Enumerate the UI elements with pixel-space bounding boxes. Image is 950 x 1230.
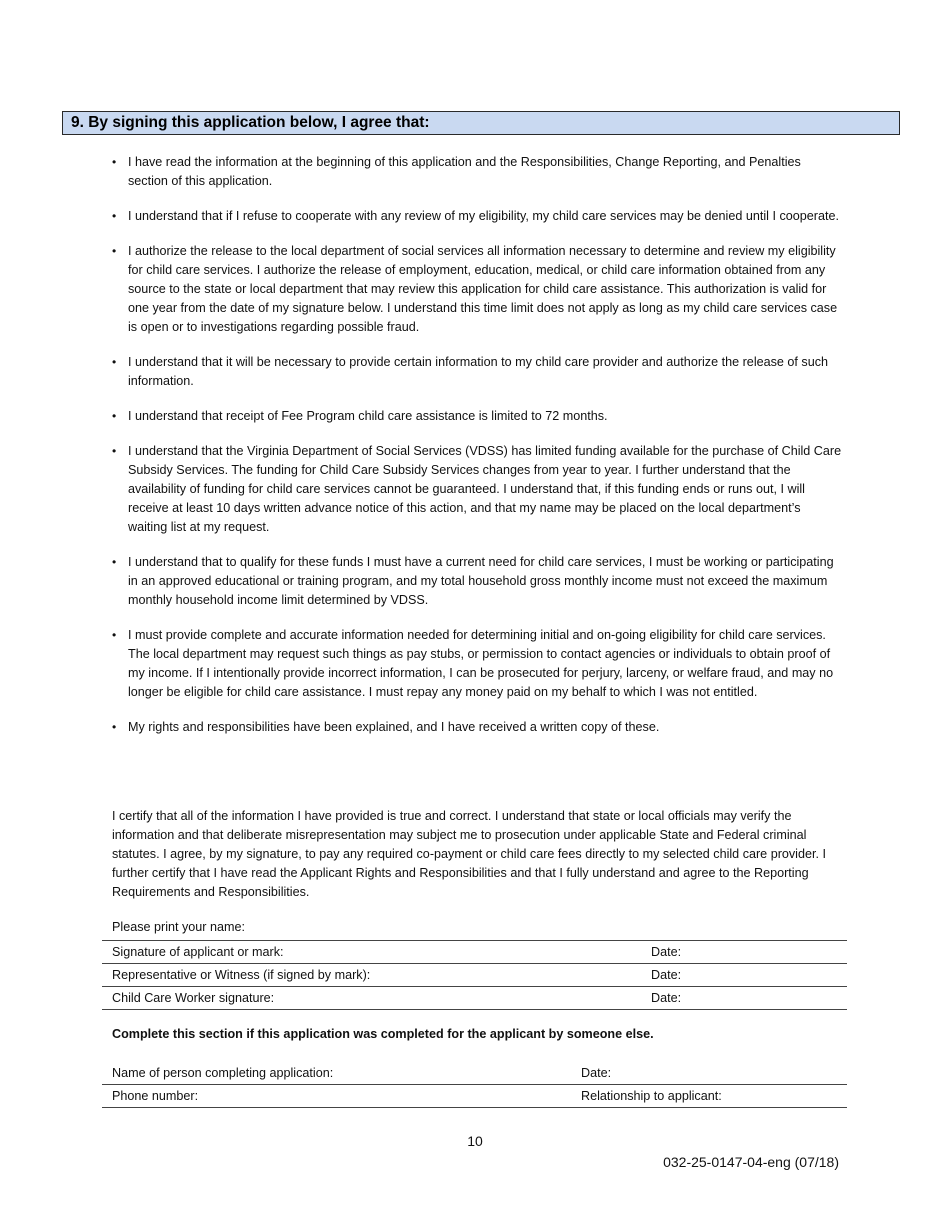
relationship-label: Relationship to applicant: — [581, 1089, 722, 1103]
bullet-icon: • — [112, 555, 117, 569]
signature-row-witness[interactable] — [102, 963, 847, 986]
bullet-icon: • — [112, 155, 117, 169]
agreement-item — [112, 207, 842, 226]
agreement-text: I understand that receipt of Fee Program child care assistance is limited to 72 months. — [128, 409, 608, 423]
page-number: 10 — [467, 1133, 483, 1149]
bullet-icon: • — [112, 244, 117, 258]
bullet-icon: • — [112, 628, 117, 642]
bullet-icon: • — [112, 355, 117, 369]
agreement-item — [112, 626, 842, 702]
signature-row-worker[interactable] — [102, 986, 847, 1010]
agreement-item — [112, 353, 842, 391]
certification-paragraph: I certify that all of the information I have provided is true and correct. I understand that state or local officials may verify the information and that deliberate misrepresentation may subject me to prosecution under applicable State and Federal criminal statutes. I agree, by my signature, to pay any required co-payment or child care fees directly to my selected child care provider. I further certify that I have read the Applicant Rights and Responsibilities and that I fully understand and agree to the Reporting Requirements and Responsibilities. — [112, 809, 826, 899]
agreement-text: I understand that the Virginia Department of Social Services (VDSS) has limited funding available for the purchase of Child Care Subsidy Services. The funding for Child Care Subsidy Services changes from year to year. I further understand that the availability of funding for child care services cannot be guaranteed. I understand that, if this funding ends or runs out, I will receive at least 10 days written advance notice of this action, and that my name may be placed on the local department’s waiting list at my request. — [128, 444, 842, 534]
completer-name-label: Name of person completing application: — [112, 1066, 334, 1080]
form-code: 032-25-0147-04-eng (07/18) — [663, 1154, 839, 1170]
agreement-item — [112, 242, 842, 337]
date-label: Date: — [581, 1066, 612, 1080]
section-header: 9. By signing this application below, I agree that: — [62, 111, 900, 135]
agreement-text: I have read the information at the beginning of this application and the Responsibilities, Change Reporting, and Penalties section of this application. — [128, 155, 801, 188]
bullet-icon: • — [112, 409, 117, 423]
bullet-icon: • — [112, 720, 117, 734]
agreement-text: I understand that if I refuse to cooperate with any review of my eligibility, my child care services may be denied until I cooperate. — [128, 209, 839, 223]
signature-label: Child Care Worker signature: — [112, 991, 275, 1005]
signature-row-applicant[interactable] — [102, 940, 847, 963]
agreement-text: I must provide complete and accurate information needed for determining initial and on-going eligibility for child care services. The local department may request such things as pay stubs, or permission to contact agencies or individuals to obtain proof of my income. If I intentionally provide incorrect information, I can be prosecuted for perjury, larceny, or welfare fraud, and may no longer be eligible for child care assistance. I must repay any money paid on my behalf to which I was not entitled. — [128, 628, 834, 699]
agreement-item — [112, 153, 842, 191]
date-label: Date: — [651, 991, 682, 1005]
signature-label: Signature of applicant or mark: — [112, 945, 284, 959]
bullet-icon: • — [112, 444, 117, 458]
agreement-text: I understand that to qualify for these funds I must have a current need for child care services, I must be working or participating in an approved educational or training program, and my total household gross monthly income must not exceed the maximum monthly household income limit determined by VDSS. — [128, 555, 834, 607]
completer-row-phone[interactable] — [102, 1084, 847, 1108]
agreement-item — [112, 407, 842, 426]
bullet-icon: • — [112, 209, 117, 223]
phone-label: Phone number: — [112, 1089, 199, 1103]
agreement-item — [112, 718, 842, 737]
completion-note: Complete this section if this application was completed for the applicant by someone else. — [112, 1027, 654, 1041]
signature-label: Representative or Witness (if signed by mark): — [112, 968, 371, 982]
agreement-text: I understand that it will be necessary to provide certain information to my child care provider and authorize the release of such information. — [128, 355, 829, 388]
date-label: Date: — [651, 945, 682, 959]
completer-table — [102, 1062, 847, 1108]
signature-table — [102, 940, 847, 1010]
agreement-item — [112, 553, 842, 610]
agreement-text: My rights and responsibilities have been explained, and I have received a written copy of these. — [128, 720, 660, 734]
agreement-list — [112, 153, 842, 753]
date-label: Date: — [651, 968, 682, 982]
agreement-text: I authorize the release to the local department of social services all information necessary to determine and review my eligibility for child care services. I authorize the release of employment, education, medical, or child care information obtained from any source to the state or local department that may review this application for child care assistance. This authorization is valid for one year from the date of my signature below. I understand this time limit does not apply as long as my child care services case is open or to investigations regarding possible fraud. — [128, 244, 838, 334]
agreement-item — [112, 442, 842, 537]
print-name-label: Please print your name: — [112, 920, 246, 934]
completer-row-name[interactable] — [102, 1062, 847, 1084]
